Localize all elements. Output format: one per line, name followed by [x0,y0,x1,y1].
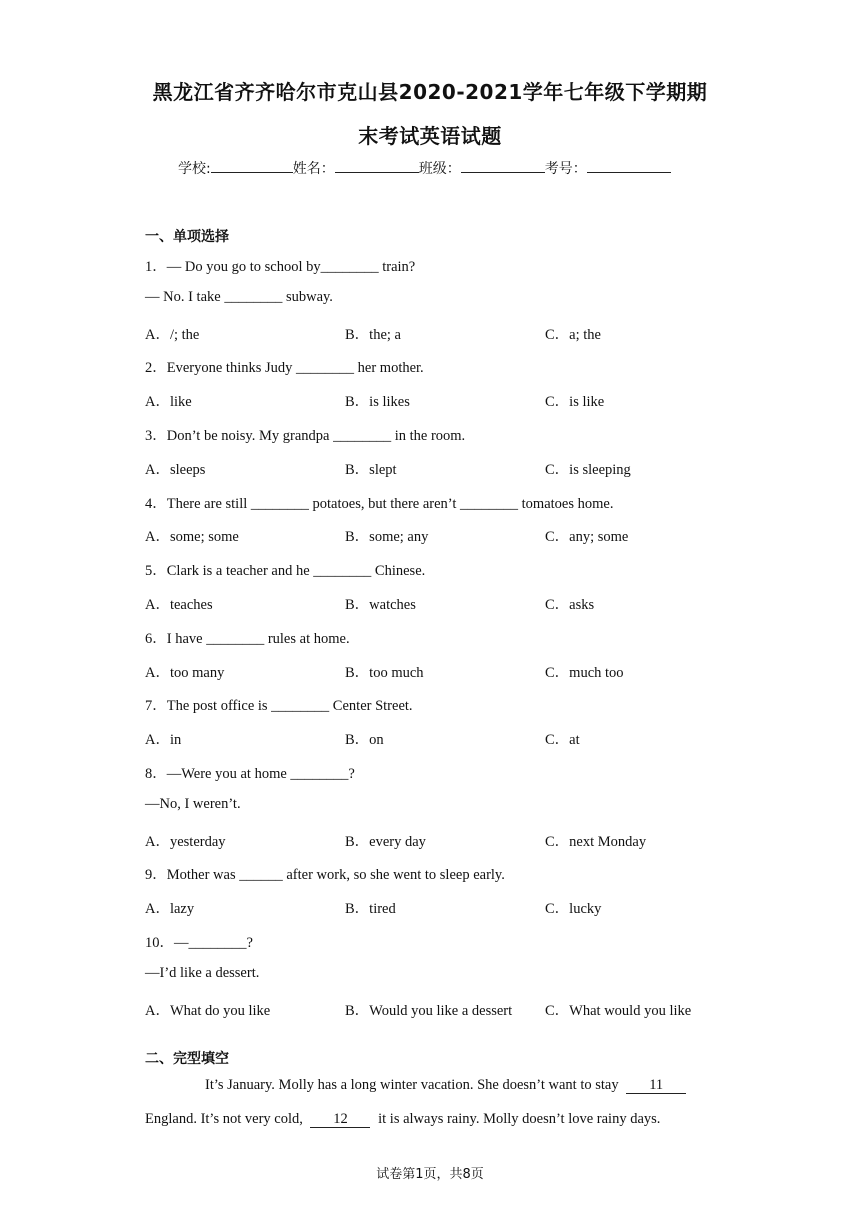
class-blank [461,158,545,173]
cloze-blank-12: 12 [310,1112,370,1128]
option-c[interactable]: C．asks [545,597,595,613]
option-a[interactable]: A．yesterday [145,834,226,850]
question-stem: 9．Mother was ______ after work, so she went to sleep early. [145,867,505,883]
cloze-line-1 [205,1077,686,1094]
question-stem: 8．—Were you at home ________? [145,766,355,782]
option-a[interactable]: A．lazy [145,901,195,917]
title-line-2: 末考试英语试题 [358,124,502,148]
option-c[interactable]: C．any; some [545,529,629,545]
option-b[interactable]: B．watches [345,597,416,613]
option-b[interactable]: B．slept [345,462,397,478]
cloze-text-a: It’s January. Molly has a long winter vacation. She doesn’t want to stay [205,1077,619,1093]
option-a[interactable]: A．some; some [145,529,239,545]
option-b[interactable]: B．tired [345,901,396,917]
option-b[interactable]: B．is likes [345,394,410,410]
question-stem: 10．—________? [145,935,253,951]
question-stem: 3．Don’t be noisy. My grandpa ________ in the room. [145,428,466,444]
question-dialogue-line: —I’d like a dessert. [145,965,260,981]
option-a[interactable]: A．/; the [145,327,200,343]
option-c[interactable]: C．a; the [545,327,601,343]
option-a[interactable]: A．in [145,732,182,748]
option-c[interactable]: C．is like [545,394,605,410]
name-label: 姓名： [292,161,335,177]
question-stem: 2．Everyone thinks Judy ________ her mother. [145,360,424,376]
option-a[interactable]: A．sleeps [145,462,206,478]
class-label: 班级： [418,161,461,177]
option-b[interactable]: B．too much [345,665,424,681]
option-b[interactable]: B．the; a [345,327,401,343]
option-b[interactable]: B．every day [345,834,426,850]
cloze-text-b: England. It’s not very cold, [145,1111,303,1127]
option-c[interactable]: C．What would you like [545,1003,692,1019]
option-b[interactable]: B．on [345,732,384,748]
question-dialogue-line: —No, I weren’t. [145,796,241,812]
question-dialogue-line: — No. I take ________ subway. [145,289,333,305]
option-c[interactable]: C．lucky [545,901,602,917]
cloze-line-2 [145,1111,660,1128]
question-stem: 7．The post office is ________ Center Street. [145,698,413,714]
option-c[interactable]: C．at [545,732,580,748]
question-stem: 1．— Do you go to school by________ train? [145,259,416,275]
option-c[interactable]: C．much too [545,665,624,681]
option-c[interactable]: C．next Monday [545,834,647,850]
section-heading-cloze: 二、完型填空 [145,1051,229,1067]
option-a[interactable]: A．like [145,394,192,410]
option-a[interactable]: A．teaches [145,597,213,613]
exam-no-blank [587,158,671,173]
option-b[interactable]: B．Would you like a dessert [345,1003,513,1019]
option-c[interactable]: C．is sleeping [545,462,631,478]
question-stem: 5．Clark is a teacher and he ________ Chinese. [145,563,426,579]
option-a[interactable]: A．What do you like [145,1003,271,1019]
question-stem: 6．I have ________ rules at home. [145,631,350,647]
cloze-text-c: it is always rainy. Molly doesn’t love rainy days. [378,1111,661,1127]
option-a[interactable]: A．too many [145,665,225,681]
option-b[interactable]: B．some; any [345,529,429,545]
school-blank [211,158,293,173]
title-line-1: 黑龙江省齐齐哈尔市克山县2020-2021学年七年级下学期期 [152,80,708,104]
student-info-row [178,158,671,178]
cloze-blank-11: 11 [626,1078,686,1094]
section-heading-single-choice: 一、单项选择 [145,229,229,245]
question-stem: 4．There are still ________ potatoes, but there aren’t ________ tomatoes home. [145,496,614,512]
school-label: 学校: [178,161,211,177]
exam-no-label: 考号： [544,161,587,177]
page-footer: 试卷第1页，共8页 [376,1167,484,1182]
name-blank [335,158,419,173]
